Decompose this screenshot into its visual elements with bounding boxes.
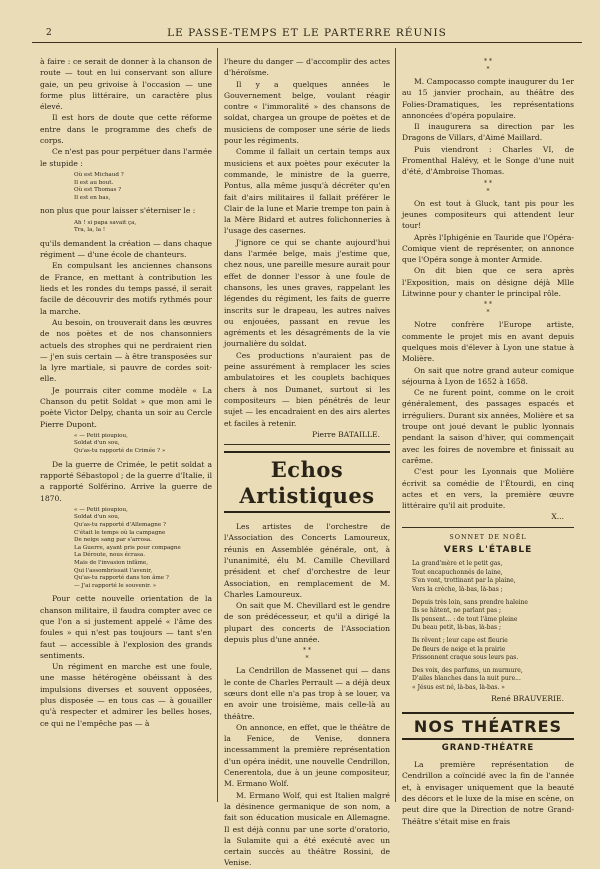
verse-line: Qu'as-tu rapporté de Crimée ? » [74, 448, 166, 455]
paragraph: On sait que M. Chevillard est le gendre de son prédécesseur, et qu'il a dirigé la plupart des concerts de l'Association depuis plus d'une année. [224, 601, 390, 645]
verse-line: Il est au bout. [74, 179, 114, 186]
running-title: LE PASSE-TEMPS ET LE PARTERRE RÉUNIS [167, 27, 447, 39]
column-rule-1 [217, 48, 218, 802]
verse-line: Ah ! si papa savait ça, [74, 219, 137, 226]
paragraph: Ce n'est pas pour perpétuer dans l'armée le stupide : [40, 147, 212, 168]
subsection-title: GRAND-THÉATRE [441, 742, 535, 753]
paragraph: Au besoin, on trouverait dans les œuvres de nos poètes et de nos chansonniers actuels des strophes qui ne perdraient rien — j'en suis certain — à être transposées sur la lyre martiale, si pauvre de cordes soit-elle. [40, 317, 212, 384]
paragraph: qu'ils demandent la création — dans chaque régiment — d'une école de chanteurs. [40, 238, 212, 260]
paragraph: On dit bien que ce sera après l'Exposition, mais on désigne déjà Mlle Litwinne pour y chanter le principal rôle. [402, 266, 574, 299]
paragraph: La Cendrillon de Massenet qui — dans le conte de Charles Perrault — a déjà deux sœurs dont elle n'a pas trop à se louer, va en avoir une troisième, mais celle-là au théâtre. [224, 666, 390, 721]
paragraph: Pour cette nouvelle orientation de la chanson militaire, il faudra compter avec ce que l'on a si justement appelé « l'âme des foules » qui n'est pas toujours — tant s'en faut — accessible à l'explosion des grands sentiments. [40, 594, 212, 660]
paragraph: On est tout à Gluck, tant pis pour les jeunes compositeurs qui attendent leur tour! [402, 198, 574, 231]
poem-signature: René BRAUVERIE. [491, 693, 564, 703]
verse-line: S'en vont, trottinant par la plaine, [412, 577, 516, 585]
page-number: 2 [46, 28, 52, 38]
verse-quote [74, 172, 212, 202]
paragraph: Il est hors de doute que cette réforme entre dans le programme des chefs de corps. [40, 113, 212, 146]
paragraph: En compulsant les anciennes chansons de France, en mettant à contribution les lieds et les rondes du temps passé, il serait facile de découvrir des motifs rythmés pour la marche. [40, 261, 212, 316]
poem-title: VERS L'ÉTABLE [443, 544, 533, 555]
paragraph: Un régiment en marche est une foule, une masse hétérogène obéissant à des impulsions diverses et souvent opposées, plus disposée — en tous cas — à gouailler qu'à respecter et admirer les belles hoses, ce qui ne l'empêche pas — à [40, 662, 212, 728]
verse-line: Ils pensent... : de tout l'âme pleine [412, 615, 518, 623]
verse-line: De fleurs de neige et la prairie [412, 645, 506, 653]
verse-line: C'était le temps où la campagne [74, 529, 166, 536]
section-title-theatres: NOS THÉATRES [402, 712, 574, 740]
paragraph: Après l'Iphigénie en Tauride que l'Opéra-Comique vient de représenter, on annonce que l'Opéra songe à monter Armide. [402, 232, 574, 265]
verse-quote [74, 220, 212, 235]
paragraph: On annonce, en effet, que le théâtre de la Fenice, de Venise, donnera incessamment la première représentation d'un opéra inédit, une nouvelle Cendrillon, Cenerentola, due à un jeune compositeur, M. Ermano Wolf. [224, 722, 390, 789]
verse-line: Depuis très loin, sans prendre haleine [412, 598, 528, 606]
verse-line: « — Petit pioupiou, [74, 432, 128, 439]
article-signature: Pierre BATAILLE. [311, 429, 380, 439]
verse-line: La Déroute, nous écrasa. [74, 552, 146, 559]
stars-separator: * * * [484, 58, 492, 73]
paragraph: Notre confrère l'Europe artiste, commente le projet mis en avant depuis quelques mois d'élever à Lyon une statue à Molière. [402, 320, 574, 364]
stars-separator: * * * [484, 301, 492, 317]
paragraph: Je pourrais citer comme modèle « La Chanson du petit Soldat » que mon ami le poète Victor Delpy, chanta un soir au Cercle Pierre Dupont. [40, 385, 212, 429]
article-signature: X... [551, 512, 564, 522]
section-title-echos: Echos Artistiques [224, 451, 390, 513]
verse-line: Des voix, des parfums, un murmure, [412, 666, 523, 674]
paragraph: J'ignore ce qui se chante aujourd'hui dans l'armée belge, mais j'estime que, chez nous, une pareille mesure aurait pour effet de donner l'essor à une foule de chansons, les unes graves, rappelant les légendes du régiment, les faits de guerre inscrits sur le drapeau, les autres naïves ou enjouées, passant en revue les agréments et les désagréments de la vie journalière du soldat. [224, 237, 390, 349]
stars-separator: * * * [303, 647, 311, 663]
verse-line: Où est Michaud ? [74, 171, 124, 178]
verse-line: Frissonnent craque sous leurs pas. [412, 654, 519, 662]
verse-line: Mais de l'invasion infâme, [74, 560, 148, 566]
verse-line: Tout encapuchonnés de laine, [412, 568, 503, 576]
verse-line: Soldat d'un sou, [74, 514, 120, 521]
paragraph: Puis viendront : Charles VI, de Fromenthal Halévy, et le Songe d'une nuit d'été, d'Ambroise Thomas. [402, 144, 574, 177]
verse-line: Qu'as-tu rapporté dans ton âme ? [74, 575, 169, 582]
verse-line: — J'ai rapporté le souvenir. » [74, 582, 157, 589]
paragraph: Il inaugurera sa direction par les Dragons de Villars, d'Aimé Maillard. [402, 122, 574, 143]
verse-line: La Guerre, ayant pris pour compagne [74, 544, 181, 551]
page-header [32, 24, 582, 43]
paragraph: à faire : ce serait de donner à la chanson de route — tout en lui conservant son allure gaie, un peu grivoise à l'occasion — une forme plus littéraire, un caractère plus élevé. [40, 57, 212, 112]
verse-line: Ils se hâtent, ne parlant pas ; [412, 607, 502, 615]
column-rule-2 [395, 48, 396, 802]
verse-line: Ils rêvent ; leur cape est fleurie [412, 637, 508, 645]
verse-line: Où est Thomas ? [74, 187, 122, 194]
paragraph: M. Campocasso compte inaugurer du 1er au 15 janvier prochain, au théâtre des Folies-Dramatiques, les représentations annoncées d'opéra populaire. [402, 77, 574, 120]
sonnet-title: SONNET DE NOËL [449, 532, 527, 541]
column-3 [402, 56, 574, 826]
verse-line: D'ailes blanches dans la nuit pure... [412, 675, 521, 683]
poem-body [412, 560, 574, 692]
paragraph: La première représentation de Cendrillon a coïncidé avec la fin de l'année et, à envisager uniquement que la beauté des décors et le luxe de la mise en scène, on peut dire que la Direction de notre Grand-Théâtre s'était mise en frais [402, 760, 574, 826]
verse-line: De neige sang par s'arrosa. [74, 537, 152, 544]
verse-line: Vers la crèche, là-bas, là-bas ; [412, 586, 503, 594]
verse-quote [74, 507, 212, 591]
paragraph: Ce ne furent point, comme on le croit généralement, des passages espacés et irréguliers. Durant six années, Molière et sa troupe ont joué devant le public lyonnais pendant la saison d'hiver, qui commençait avec les foires de novembre et finissait au carême. [402, 388, 574, 465]
paragraph: Ces productions n'auraient pas de peine assurément à remplacer les scies ambulatoires et les couplets bachiques chers à nos Dumanet, surtout si les compositeurs — bien pénétrés de leur sujet — les encadraient en des airs alertes et faciles à retenir. [224, 350, 390, 428]
stars-separator: * * * [484, 179, 492, 195]
divider [402, 527, 574, 528]
column-1 [40, 56, 212, 802]
divider [224, 444, 390, 445]
verse-line: « Jésus est né, là-bas, là-bas. » [412, 684, 505, 691]
paragraph: M. Ermano Wolf, qui est Italien malgré la désinence germanique de son nom, a fait son éducation musicale en Allemagne. Il est déjà connu par une sorte d'oratorio, la Sulamite qui a été exécuté avec un certain succès au théâtre Rossini, de Venise. [224, 790, 390, 868]
paragraph: C'est pour les Lyonnais que Molière écrivit sa comédie de l'Étourdi, en cinq actes et en vers, la première œuvre littéraire qu'il ait produite. [402, 467, 574, 511]
paragraph: Comme il fallait un certain temps aux musiciens et aux poètes pour exécuter la commande, le ministre de la guerre, Pontus, alla même jusqu'à décréter qu'en fait d'airs militaires il fallait préférer le Clair de la lune et Marie trempe ton pain à la Mère Bidard et autres folichonneries à l'usage des casernes. [224, 147, 390, 236]
verse-line: Soldat d'un sou, [74, 440, 120, 447]
verse-line: Tra, la, la ! [74, 227, 106, 234]
paragraph: Les artistes de l'orchestre de l'Association des Concerts Lamoureux, réunis en Assemblée générale, ont, à l'unanimité, élu M. Camille Chevillard président et chef d'orchestre de leur Association, en remplacement de M. Charles Lamoureux. [224, 522, 390, 599]
paragraph: On sait que notre grand auteur comique séjourna à Lyon de 1652 à 1658. [402, 365, 574, 386]
verse-quote [74, 433, 212, 456]
verse-line: « — Petit pioupiou, [74, 506, 128, 513]
verse-line: Il est en bas, [74, 194, 111, 201]
column-2 [224, 56, 390, 868]
verse-line: Qui l'assombrissait l'avenir, [74, 567, 153, 574]
paragraph: non plus que pour laisser s'éterniser le : [40, 206, 196, 216]
verse-line: Du beau petit, là-bas, là-bas ; [412, 624, 502, 632]
paragraph: De la guerre de Crimée, le petit soldat a rapporté Sébastopol ; de la guerre d'Italie, il a rapporté Solférino. Arrive la guerre de 1870. [40, 459, 213, 503]
verse-line: La grand'mère et le petit gas, [412, 560, 503, 568]
verse-line: Qu'as-tu rapporté d'Allemagne ? [74, 522, 166, 529]
paragraph: Il y a quelques années le Gouvernement belge, voulant réagir contre « l'immoralité » des chansons de soldat, chargea un groupe de poètes et de musiciens de composer une série de lieds pour les régiments. [224, 79, 390, 146]
paragraph: l'heure du danger — d'accomplir des actes d'héroïsme. [224, 57, 390, 78]
